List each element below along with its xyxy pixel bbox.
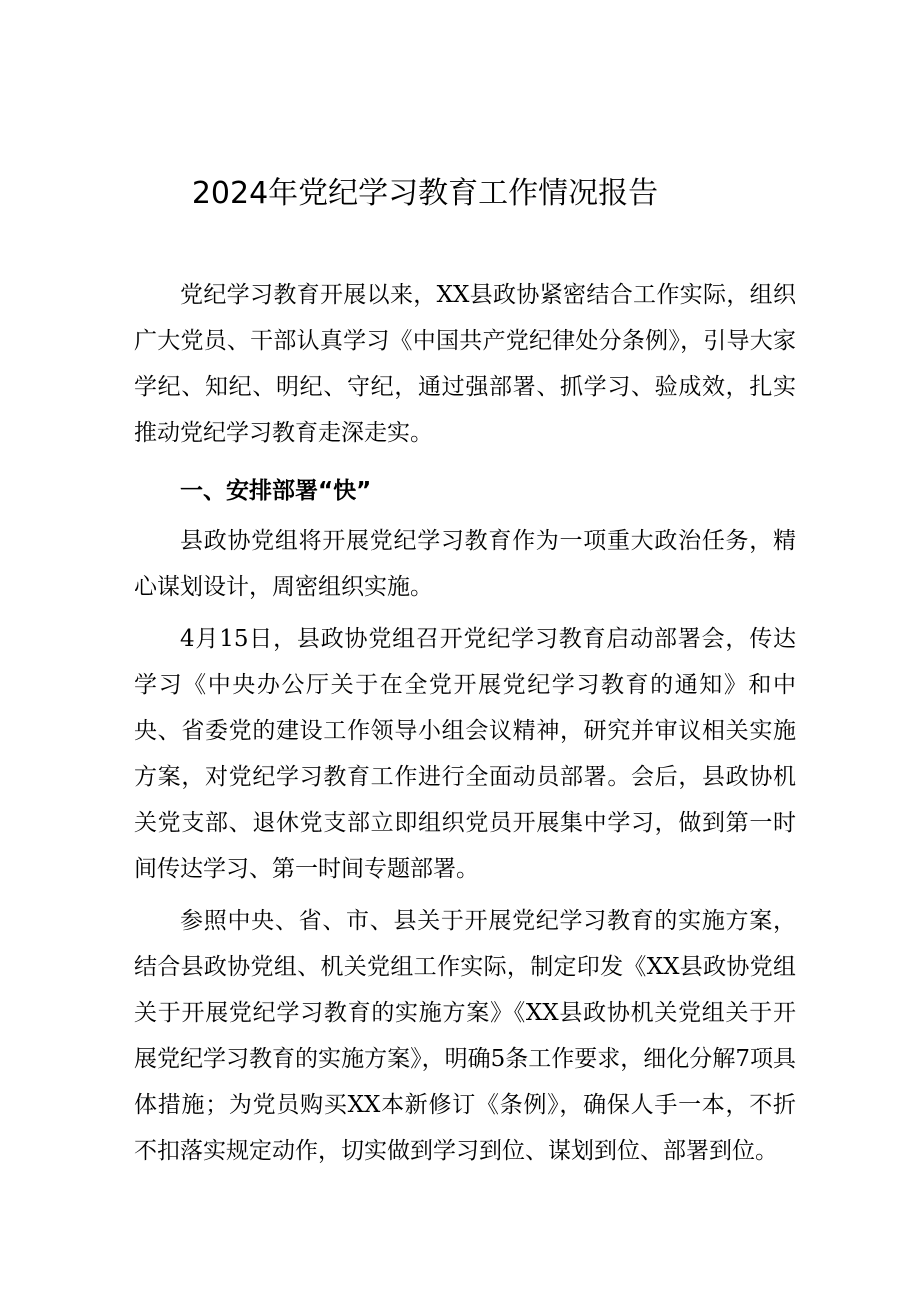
document-body xyxy=(134,272,796,1174)
section-paragraph-2: 4月15日，县政协党组召开党纪学习教育启动部署会，传达学习《中央办公厅关于在全党开展党纪学习教育的通知》和中央、省委党的建设工作领导小组会议精神，研究并审议相关实施方案，对党纪学习教育工作进行全面动员部署。会后，县政协机关党支部、退休党支部立即组织党员开展集中学习，做到第一时间传达学习、第一时间专题部署。 xyxy=(134,626,796,882)
document-title: 2024年党纪学习教育工作情况报告 xyxy=(191,176,659,211)
section-heading: 一、安排部署“快” xyxy=(180,478,372,504)
section-paragraph-3: 参照中央、省、市、县关于开展党纪学习教育的实施方案，结合县政协党组、机关党组工作实际，制定印发《XX县政协党组关于开展党纪学习教育的实施方案》《XX县政协机关党组关于开展党纪学习教育的实施方案》，明确5条工作要求，细化分解7项具体措施；为党员购买XX本新修订《条例》，确保人手一本，不折不扣落实规定动作，切实做到学习到位、谋划到位、部署到位。 xyxy=(134,908,796,1164)
section-paragraph-1: 县政协党组将开展党纪学习教育作为一项重大政治任务，精心谋划设计，周密组织实施。 xyxy=(134,528,796,600)
intro-paragraph: 党纪学习教育开展以来，XX县政协紧密结合工作实际，组织广大党员、干部认真学习《中国共产党纪律处分条例》，引导大家学纪、知纪、明纪、守纪，通过强部署、抓学习、验成效，扎实推动党纪学习教育走深走实。 xyxy=(134,282,796,446)
